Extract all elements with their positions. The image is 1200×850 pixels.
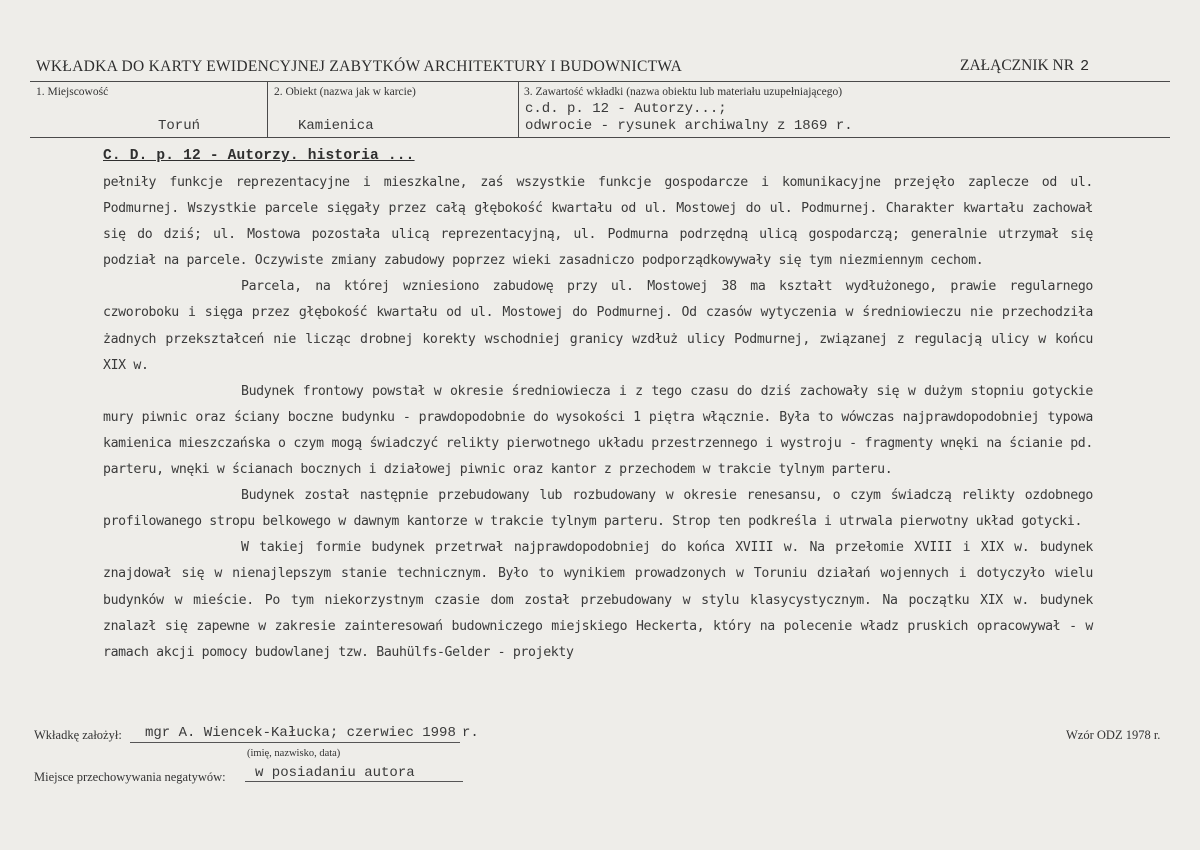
table-bottom-border — [30, 137, 1170, 138]
paragraph-2: Parcela, na której wzniesiono zabudowę przy ul. Mostowej 38 ma kształt wydłużonego, prawie regularnego czworoboku i sięga przez głębokość kwartału od ul. Mostowej do Podmurnej. Od czasów wytyczenia w średniowieczu nie przechodziła żadnych przekształceń nie licząc drobnej korekty wschodniej granicy wzdłuż ulicy Podmurnej, związanej z regulacją ulicy w końcu XIX w. — [103, 279, 1093, 373]
paragraph-3: Budynek frontowy powstał w okresie średniowiecza i z tego czasu do dziś zachowały się w dużym stopniu gotyckie mury piwnic oraz ściany boczne budynku - prawdopodobnie do wysokości 1 piętra włącznie. Była to wówczas najprawdopodobniej typowa kamienica mieszczańska o czym mogą świadczyć relikty pierwotnego układu przestrzennego i wystroju - fragmenty wnęki na ścianie pd. parteru, wnęki w ścianach bocznych i działowej piwnic oraz kantor z przechodem w trakcie tylnym parteru. — [103, 383, 1093, 478]
attachment-label — [960, 57, 1089, 75]
locality-label: 1. Miejscowość — [36, 86, 109, 98]
author-value: mgr A. Wiencek-Kałucka; czerwiec 1998 — [145, 725, 456, 741]
paragraph-5: W takiej formie budynek przetrwał najprawdopodobniej do końca XVIII w. Na przełomie XVIII i XIX w. budynek znajdował się w nienajlepszym stanie technicznym. Było to wynikiem prowadzonych w Toruniu działań wojennych i dotyczyło wielu budynków w mieście. Po tym niekorzystnym czasie dom został przebudowany w stylu klasycystycznym. Na początku XIX w. budynek znalazł się zapewne w zakresie zainteresowań budowniczego miejskiego Heckerta, który na polecenie władz pruskich opracowywał - w ramach akcji pomocy budowlanej tzw. Bauhülfs-Gelder - projekty — [103, 540, 1093, 660]
form-title: WKŁADKA DO KARTY EWIDENCYJNEJ ZABYTKÓW ARCHITEKTURY I BUDOWNICTWA — [36, 58, 683, 75]
paragraph-4: Budynek został następnie przebudowany lub rozbudowany w okresie renesansu, o czym świadczą relikty ozdobnego profilowanego stropu belkowego w dawnym kantorze w trakcie tylnym parteru. Strop ten podkreśla i utrwala pierwotny układ gotycki. — [103, 488, 1093, 530]
contents-line-1: c.d. p. 12 - Autorzy...; — [525, 101, 727, 117]
section-heading: C. D. p. 12 - Autorzy. historia ... — [103, 148, 415, 164]
locality-value: Toruń — [158, 118, 201, 134]
negatives-value: w posiadaniu autora — [255, 765, 415, 781]
negatives-label: Miejsce przechowywania negatywów: — [34, 770, 226, 784]
author-suffix: r. — [462, 725, 479, 741]
form-pattern: Wzór ODZ 1978 r. — [1066, 728, 1161, 742]
contents-label: 3. Zawartość wkładki (nazwa obiektu lub materiału uzupełniającego) — [524, 86, 843, 98]
attachment-label-text: ZAŁĄCZNIK NR — [960, 57, 1075, 74]
author-label: Wkładkę założył: — [34, 728, 122, 742]
author-underline — [130, 742, 460, 743]
paragraph-1: pełniły funkcje reprezentacyjne i mieszkalne, zaś wszystkie funkcje gospodarcze i komunikacyjne przejęło zaplecze od ul. Podmurnej. Wszystkie parcele sięgały przez całą głębokość kwartału od ul. Mostowej do ul. Podmurnej. Charakter kwartału zachował się do dziś; ul. Mostowa pozostała ulicą reprezentacyjną, ul. Podmurna podrzędną ulicą gospodarczą; generalnie utrzymał się podział na parcele. Oczywiste zmiany zabudowy poprzez wieki zasadniczo podporządkowywały się tym niezmiennym cechom. — [103, 175, 1093, 269]
body-text — [103, 170, 1093, 666]
table-divider-1 — [267, 82, 268, 137]
negatives-underline — [245, 781, 463, 782]
attachment-number: 2 — [1080, 58, 1090, 75]
table-top-border — [30, 81, 1170, 82]
object-label: 2. Obiekt (nazwa jak w karcie) — [274, 86, 416, 98]
author-hint: (imię, nazwisko, data) — [247, 748, 341, 759]
contents-line-2: odwrocie - rysunek archiwalny z 1869 r. — [525, 118, 853, 134]
table-divider-2 — [518, 82, 519, 137]
object-value: Kamienica — [298, 118, 374, 134]
